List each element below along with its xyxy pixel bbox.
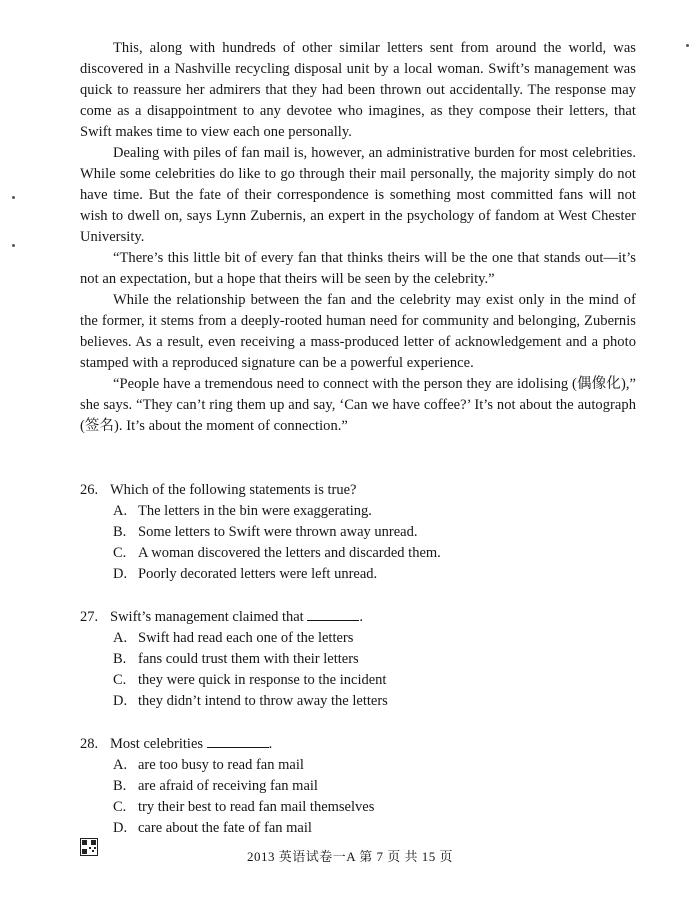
option-d: [80, 691, 636, 712]
question-text: Most celebrities: [110, 736, 204, 752]
option-a: [80, 628, 636, 649]
reading-passage: [80, 38, 636, 437]
option-text: are too busy to read fan mail: [138, 757, 304, 773]
question-text: Swift’s management claimed that: [110, 609, 304, 625]
option-c: [80, 797, 636, 818]
option-c: [80, 670, 636, 691]
question-26: [80, 480, 636, 585]
option-text: Swift had read each one of the letters: [138, 630, 354, 646]
option-letter: A.: [113, 503, 128, 519]
option-letter: A.: [113, 757, 128, 773]
question-stem: 27. Swift’s management claimed that .: [80, 606, 636, 628]
question-stem: 28. Most celebrities .: [80, 733, 636, 755]
scan-speck: [12, 196, 15, 199]
scan-speck: [12, 244, 15, 247]
option-letter: B.: [113, 778, 127, 794]
question-number: 28.: [80, 736, 99, 752]
passage-paragraph-3: “There’s this little bit of every fan that thinks theirs will be the one that stands out—it’s not an expectation, but a hope that theirs will be seen by the celebrity.”: [80, 250, 636, 287]
question-number: 27.: [80, 609, 99, 625]
option-text: Poorly decorated letters were left unread.: [138, 566, 378, 582]
option-letter: C.: [113, 799, 127, 815]
page-footer: 2013 英语试卷一A 第 7 页 共 15 页: [247, 849, 453, 864]
question-number: 26.: [80, 482, 99, 498]
passage-paragraph-2: Dealing with piles of fan mail is, however, an administrative burden for most celebrities. While some celebrities do like to go through their mail personally, the majority simply do not have time. But the fate of their correspondence is something most committed fans will not wish to dwell on, says Lynn Zubernis, an expert in the psychology of fandom at West Chester University.: [80, 145, 636, 245]
option-letter: D.: [113, 693, 128, 709]
option-letter: D.: [113, 820, 128, 836]
option-letter: C.: [113, 672, 127, 688]
option-text: are afraid of receiving fan mail: [138, 778, 318, 794]
option-text: Some letters to Swift were thrown away unread.: [138, 524, 418, 540]
scan-speck: [686, 44, 689, 47]
option-d: [80, 564, 636, 585]
option-letter: B.: [113, 651, 127, 667]
option-a: [80, 755, 636, 776]
option-text: they were quick in response to the incident: [138, 672, 387, 688]
option-a: [80, 501, 636, 522]
question-27: [80, 606, 636, 712]
passage-paragraph-5: “People have a tremendous need to connect with the person they are idolising (偶像化),” she says. “They can’t ring them up and say, ‘Can we have coffee?’ It’s not about the autograph (签名). It’s about the moment of connection.”: [80, 376, 636, 434]
option-text: they didn’t intend to throw away the letters: [138, 693, 388, 709]
option-d: [80, 818, 636, 839]
option-letter: A.: [113, 630, 128, 646]
question-text: Which of the following statements is true?: [110, 482, 357, 498]
question-list: [80, 480, 636, 839]
option-letter: D.: [113, 566, 128, 582]
question-28: [80, 733, 636, 839]
option-b: [80, 776, 636, 797]
passage-paragraph-1: This, along with hundreds of other similar letters sent from around the world, was discovered in a Nashville recycling disposal unit by a local woman. Swift’s management was quick to reassure her admirers that they had been thrown out accidentally. The response may come as a disappointment to any devotee who imagines, as they compose their letters, that Swift makes time to view each one personally.: [80, 40, 636, 140]
option-letter: B.: [113, 524, 127, 540]
option-text: try their best to read fan mail themselves: [138, 799, 375, 815]
option-text: The letters in the bin were exaggerating.: [138, 503, 372, 519]
passage-paragraph-4: While the relationship between the fan and the celebrity may exist only in the mind of the former, it stems from a deeply-rooted human need for community and belonging, Zubernis believes. As a result, even receiving a mass-produced letter of acknowledgement and a photo stamped with a reproduced signature can be a powerful experience.: [80, 292, 636, 371]
option-text: A woman discovered the letters and discarded them.: [138, 545, 441, 561]
option-text: care about the fate of fan mail: [138, 820, 312, 836]
option-letter: C.: [113, 545, 127, 561]
option-b: [80, 522, 636, 543]
answer-blank: [207, 733, 269, 748]
option-c: [80, 543, 636, 564]
question-stem: [80, 480, 636, 501]
answer-blank: [307, 606, 359, 621]
option-text: fans could trust them with their letters: [138, 651, 359, 667]
option-b: [80, 649, 636, 670]
